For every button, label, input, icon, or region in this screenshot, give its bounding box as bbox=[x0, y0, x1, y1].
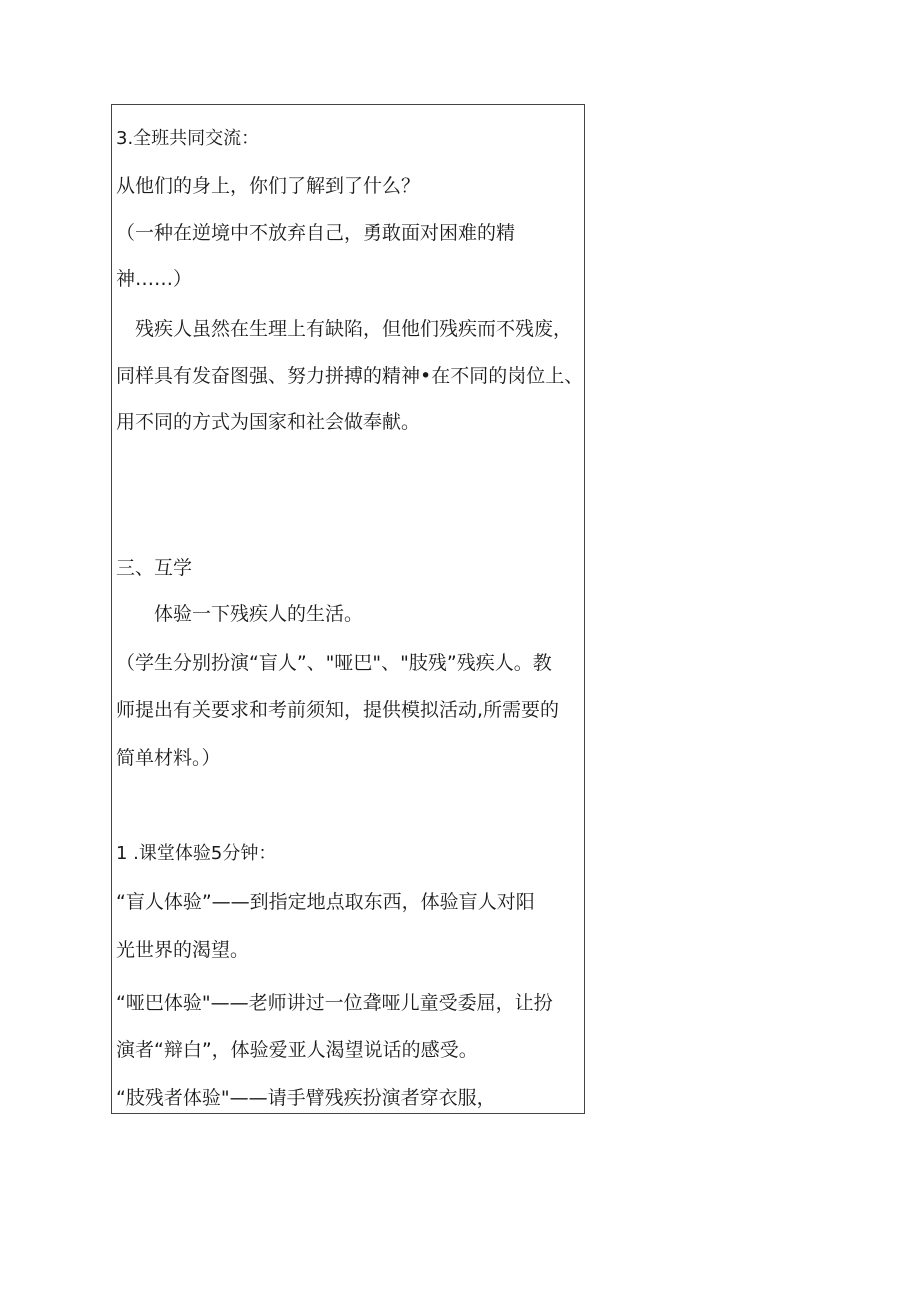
lesson-plan-table-cell bbox=[111, 104, 585, 1114]
activity-note-line-1: （学生分别扮演“盲人”、"哑巴"、"肢残”残疾人。教 bbox=[116, 652, 552, 674]
limb-experience-line-1: “肢残者体验"——请手臂残疾扮演者穿衣服， bbox=[116, 1087, 496, 1109]
blind-experience-line-2: 光世界的渴望。 bbox=[116, 939, 250, 961]
summary-line-2: 同样具有发奋图强、努力拼搏的精神•在不同的岗位上、 bbox=[116, 365, 584, 387]
activity-note-line-2: 师提出有关要求和考前须知，提供模拟活动,所需要的 bbox=[116, 699, 560, 721]
mute-experience-line-2: 演者“辩白”，体验爱亚人渴望说话的感受。 bbox=[116, 1039, 478, 1061]
heading-class-discussion: 3.全班共同交流： bbox=[116, 128, 260, 149]
activity-note-line-3: 简单材料。） bbox=[116, 747, 221, 769]
section-heading-mutual-learning: 三、互学 bbox=[116, 557, 193, 579]
answer-line-2: 神……） bbox=[116, 268, 193, 290]
mute-experience-line-1: “哑巴体验"——老师讲过一位聋哑儿童受委屈，让扮 bbox=[116, 992, 553, 1014]
activity-intro: 体验一下残疾人的生活。 bbox=[116, 603, 364, 625]
question-line: 从他们的身上，你们了解到了什么？ bbox=[116, 175, 421, 197]
answer-line-1: （一种在逆境中不放弃自己，勇敢面对困难的精 bbox=[116, 222, 516, 244]
classroom-experience-heading: 1 .课堂体验5分钟： bbox=[116, 843, 277, 864]
summary-line-3: 用不同的方式为国家和社会做奉献。 bbox=[116, 411, 421, 433]
blind-experience-line-1: “盲人体验”——到指定地点取东西，体验盲人对阳 bbox=[116, 891, 535, 913]
summary-line-1: 残疾人虽然在生理上有缺陷，但他们残疾而不残废， bbox=[116, 318, 573, 340]
